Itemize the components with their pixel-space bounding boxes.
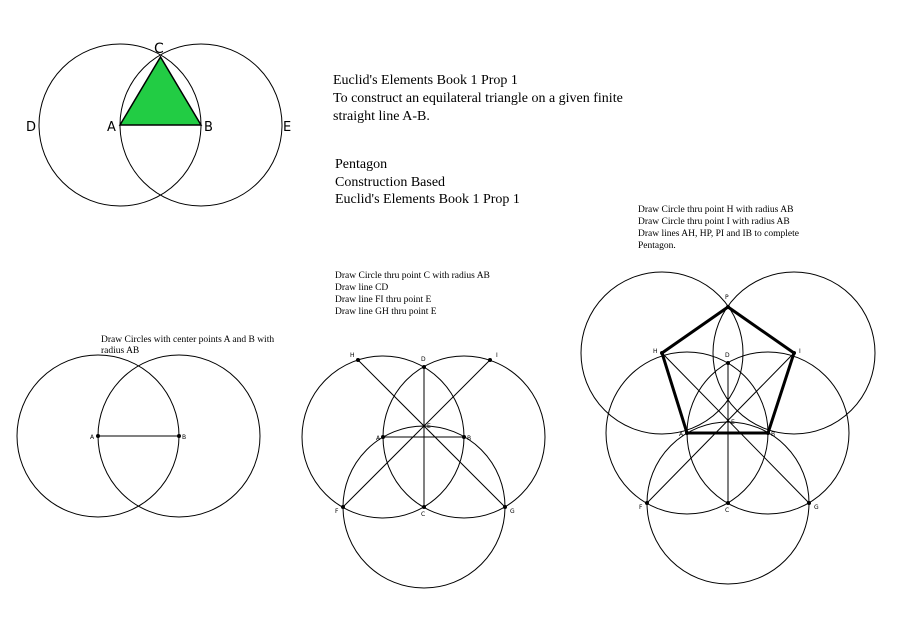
point-f: [341, 505, 345, 509]
point-d: [726, 361, 730, 365]
point-f: [645, 501, 649, 505]
label-i: I: [496, 352, 498, 359]
point-h: [356, 358, 360, 362]
label-b: B: [771, 431, 776, 438]
figure-3-caption-line-2: Draw line CD: [335, 283, 389, 293]
label-e: E: [283, 120, 292, 135]
figure-4-caption-line-1: Draw Circle thru point H with radius AB: [638, 205, 794, 215]
label-d: D: [725, 352, 730, 359]
label-a: A: [376, 435, 381, 442]
label-f: F: [639, 504, 643, 511]
label-h: H: [653, 348, 658, 355]
point-b: [462, 435, 466, 439]
title-line-2: To construct an equilateral triangle on a given finite: [333, 91, 623, 106]
point-i: [792, 351, 796, 355]
label-h: H: [350, 352, 355, 359]
label-g: G: [814, 504, 819, 511]
figure-1-triangle-construction: [26, 41, 291, 206]
label-b: B: [204, 120, 213, 135]
point-a: [96, 434, 100, 438]
equilateral-triangle: [120, 57, 201, 125]
label-c: C: [154, 41, 164, 57]
line-fi: [343, 360, 490, 507]
point-c: [422, 505, 426, 509]
title-line-3: straight line A-B.: [333, 109, 430, 124]
figure-2-two-circles: [17, 335, 274, 517]
label-g: G: [510, 508, 515, 515]
point-g: [503, 505, 507, 509]
point-p: [726, 305, 730, 309]
figure-4-pentagon: [581, 205, 875, 584]
subtitle-line-3: Euclid's Elements Book 1 Prop 1: [335, 192, 520, 207]
figure-4-caption-line-2: Draw Circle thru point I with radius AB: [638, 217, 790, 227]
figure-4-caption-line-3: Draw lines AH, HP, PI and IB to complete: [638, 229, 799, 239]
subtitle-block: [335, 157, 520, 207]
label-d: D: [421, 356, 426, 363]
label-a: A: [90, 434, 95, 441]
figure-3-caption-line-4: Draw line GH thru point E: [335, 307, 437, 317]
figure-4-caption-line-4: Pentagon.: [638, 241, 676, 251]
figure-2-caption-line-2: radius AB: [101, 346, 140, 356]
point-d: [422, 365, 426, 369]
point-c: [726, 501, 730, 505]
point-i: [488, 358, 492, 362]
figure-3-construction-lines: [302, 271, 545, 588]
label-i: I: [799, 348, 801, 355]
title-line-1: Euclid's Elements Book 1 Prop 1: [333, 73, 518, 88]
point-a: [685, 431, 689, 435]
label-f: F: [335, 508, 339, 515]
line-gh: [358, 360, 505, 507]
point-a: [381, 435, 385, 439]
subtitle-line-2: Construction Based: [335, 175, 446, 190]
point-h: [660, 351, 664, 355]
label-c: C: [421, 511, 426, 518]
subtitle-line-1: Pentagon: [335, 157, 388, 172]
title-block: [333, 73, 623, 124]
label-d: D: [26, 120, 37, 135]
label-b: B: [467, 435, 472, 442]
point-g: [807, 501, 811, 505]
figure-3-caption-line-3: Draw line FI thru point E: [335, 295, 432, 305]
label-c: C: [725, 507, 730, 514]
point-b: [766, 431, 770, 435]
label-e: E: [731, 419, 735, 426]
label-a: A: [107, 120, 116, 135]
label-p: P: [725, 294, 729, 301]
point-b: [177, 434, 181, 438]
label-b: B: [182, 434, 187, 441]
label-e: E: [427, 423, 431, 430]
label-a: A: [679, 431, 684, 438]
figure-3-caption-line-1: Draw Circle thru point C with radius AB: [335, 271, 490, 281]
figure-2-caption-line-1: Draw Circles with center points A and B with: [101, 335, 275, 345]
